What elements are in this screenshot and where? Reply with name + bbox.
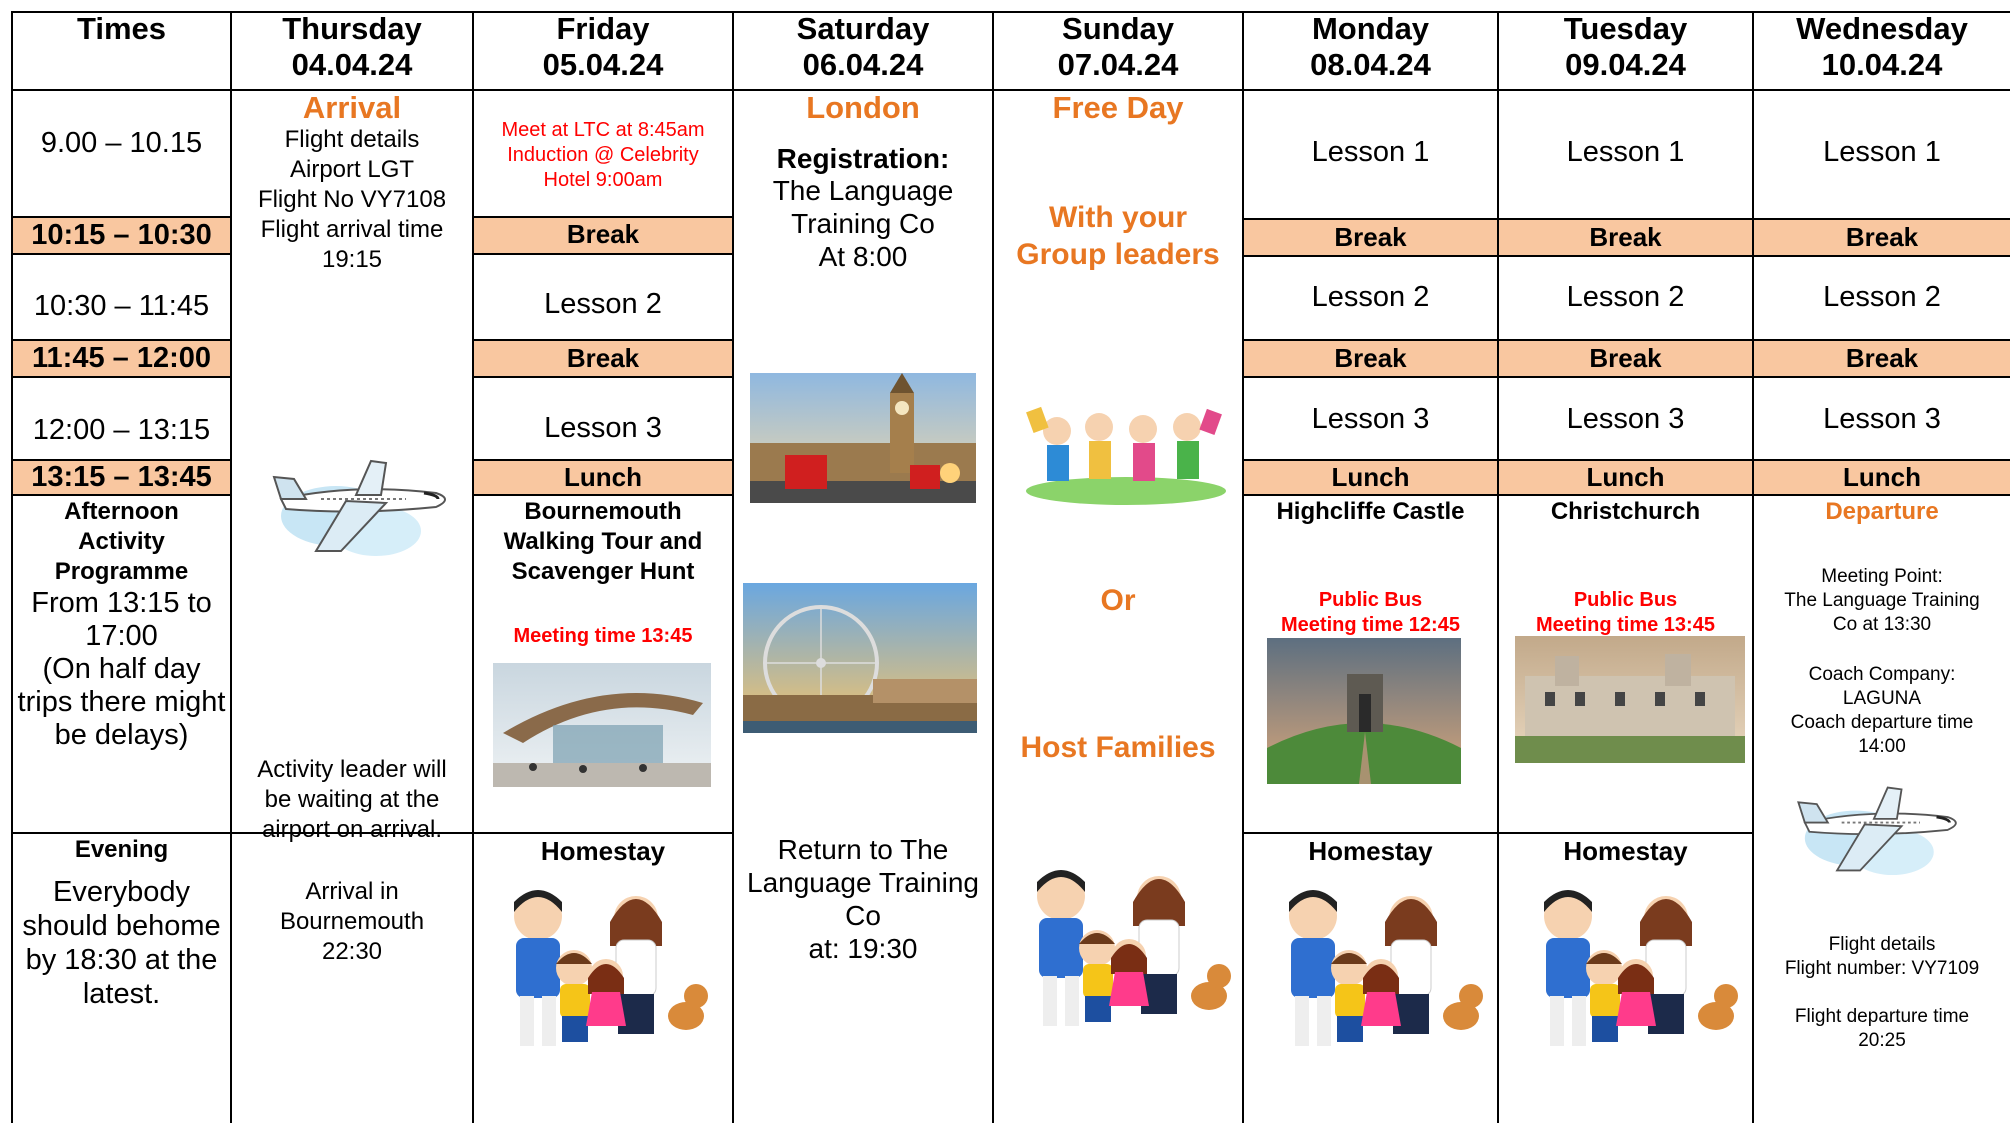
wednesday-lunch: Lunch bbox=[1843, 462, 1921, 492]
header-sunday bbox=[994, 11, 1242, 89]
wednesday-lesson-3: Lesson 3 bbox=[1823, 403, 1941, 435]
header-saturday bbox=[734, 11, 992, 89]
monday-lesson-2: Lesson 2 bbox=[1311, 281, 1430, 313]
sunday-or: Or bbox=[1100, 584, 1136, 617]
christchurch-building-photo bbox=[1515, 636, 1745, 763]
tuesday-evening-homestay: Homestay bbox=[1563, 836, 1688, 866]
day-name: Tuesday bbox=[1563, 11, 1688, 46]
timetable bbox=[11, 11, 2010, 1123]
friday-lesson-2: Lesson 2 bbox=[544, 288, 662, 320]
airplane-icon bbox=[1791, 769, 1966, 889]
header-friday bbox=[474, 11, 732, 89]
sunday-host-families: Host Families bbox=[1020, 731, 1216, 764]
thursday-leader-note: Activity leader will be waiting at the airport on arrival. bbox=[257, 756, 447, 843]
day-date: 06.04.24 bbox=[802, 47, 924, 82]
header-times: Times bbox=[76, 11, 167, 46]
sunday-group-leaders: With your Group leaders bbox=[1016, 201, 1220, 271]
friday-lesson-3: Lesson 3 bbox=[544, 412, 662, 444]
time-lunch: 13:15 – 13:45 bbox=[31, 461, 212, 493]
kids-group-illustration bbox=[1021, 391, 1231, 506]
monday-lesson-1: Lesson 1 bbox=[1311, 136, 1430, 168]
day-date: 10.04.24 bbox=[1821, 47, 1943, 82]
tuesday-lesson-3: Lesson 3 bbox=[1566, 403, 1685, 435]
monday-break-1: Break bbox=[1334, 222, 1407, 252]
day-name: Friday bbox=[556, 11, 650, 46]
time-slot-3: 12:00 – 13:15 bbox=[32, 414, 211, 446]
wednesday-coach-info: Coach Company: LAGUNA Coach departure time 14:00 bbox=[1790, 664, 1974, 757]
day-name: Monday bbox=[1311, 11, 1430, 46]
day-name: Saturday bbox=[796, 11, 930, 46]
day-date: 04.04.24 bbox=[291, 47, 413, 82]
day-name: Sunday bbox=[1062, 11, 1174, 46]
day-date: 07.04.24 bbox=[1057, 47, 1179, 82]
thursday-arrival-time: Arrival in Bournemouth 22:30 bbox=[279, 878, 425, 965]
monday-lesson-3: Lesson 3 bbox=[1311, 403, 1430, 435]
time-break-1: 10:15 – 10:30 bbox=[31, 219, 212, 251]
afternoon-programme: Afternoon Activity Programme From 13:15 to 17:00 (On half day trips there might be delays) bbox=[17, 498, 226, 751]
wednesday-lesson-2: Lesson 2 bbox=[1823, 281, 1941, 313]
bournemouth-pavilion-photo bbox=[493, 663, 711, 787]
wednesday-lesson-1: Lesson 1 bbox=[1823, 136, 1941, 168]
wednesday-flight-departure: Flight departure time 20:25 bbox=[1794, 1006, 1970, 1051]
wednesday-meeting-point: Meeting Point: The Language Training Co at 13:30 bbox=[1784, 566, 1980, 635]
header-thursday bbox=[232, 11, 472, 89]
wednesday-departure: Departure bbox=[1825, 498, 1939, 525]
tuesday-break-1: Break bbox=[1589, 222, 1662, 252]
monday-break-2: Break bbox=[1334, 343, 1407, 373]
friday-lunch: Lunch bbox=[564, 462, 642, 492]
friday-meet-info: Meet at LTC at 8:45am Induction @ Celebrity Hotel 9:00am bbox=[501, 119, 705, 191]
tuesday-lesson-2: Lesson 2 bbox=[1566, 281, 1685, 313]
saturday-london: London Registration: The Language Training Co At 8:00 bbox=[772, 90, 954, 272]
day-date: 05.04.24 bbox=[542, 47, 664, 82]
evening: Evening Everybody should behome by 18:30 at the latest. bbox=[22, 836, 221, 1010]
tuesday-break-2: Break bbox=[1589, 343, 1662, 373]
friday-break-2: Break bbox=[566, 343, 640, 373]
header-wednesday bbox=[1754, 11, 2010, 89]
family-illustration bbox=[1009, 856, 1239, 1036]
day-name: Wednesday bbox=[1796, 11, 1968, 46]
friday-activity: Bournemouth Walking Tour and Scavenger Hunt bbox=[503, 498, 703, 585]
time-slot-1: 9.00 – 10.15 bbox=[40, 127, 203, 159]
airplane-icon bbox=[266, 441, 456, 571]
time-break-2: 11:45 – 12:00 bbox=[32, 342, 211, 374]
thursday-arrival: Arrival Flight details Airport LGT Flight No VY7108 Flight arrival time 19:15 bbox=[257, 90, 447, 273]
family-illustration bbox=[486, 876, 716, 1056]
highcliffe-castle-photo bbox=[1267, 638, 1461, 784]
day-name: Thursday bbox=[282, 11, 422, 46]
friday-break-1: Break bbox=[566, 219, 640, 249]
wednesday-break-1: Break bbox=[1845, 222, 1919, 252]
wednesday-flight-details: Flight details Flight number: VY7109 bbox=[1784, 934, 1980, 979]
time-slot-2: 10:30 – 11:45 bbox=[33, 290, 210, 322]
family-illustration bbox=[1261, 876, 1491, 1056]
monday-bus-info: Public Bus Meeting time 12:45 bbox=[1281, 589, 1460, 636]
london-eye-photo bbox=[743, 583, 977, 733]
tuesday-lesson-1: Lesson 1 bbox=[1566, 136, 1685, 168]
header-tuesday bbox=[1499, 11, 1752, 89]
monday-evening-homestay: Homestay bbox=[1308, 836, 1433, 866]
family-illustration bbox=[1516, 876, 1746, 1056]
tuesday-activity: Christchurch bbox=[1550, 498, 1701, 525]
day-date: 08.04.24 bbox=[1310, 47, 1431, 82]
big-ben-photo bbox=[750, 373, 976, 503]
day-date: 09.04.24 bbox=[1565, 47, 1686, 82]
friday-evening-homestay: Homestay bbox=[540, 836, 666, 866]
tuesday-bus-info: Public Bus Meeting time 13:45 bbox=[1536, 589, 1715, 636]
friday-meeting-time: Meeting time 13:45 bbox=[513, 625, 693, 647]
monday-activity: Highcliffe Castle bbox=[1276, 498, 1465, 525]
saturday-return: Return to The Language Training Co at: 19:30 bbox=[747, 834, 979, 964]
tuesday-lunch: Lunch bbox=[1586, 462, 1665, 492]
monday-lunch: Lunch bbox=[1331, 462, 1410, 492]
sunday-free-day: Free Day bbox=[1052, 90, 1184, 125]
wednesday-break-2: Break bbox=[1845, 343, 1919, 373]
header-monday bbox=[1244, 11, 1497, 89]
